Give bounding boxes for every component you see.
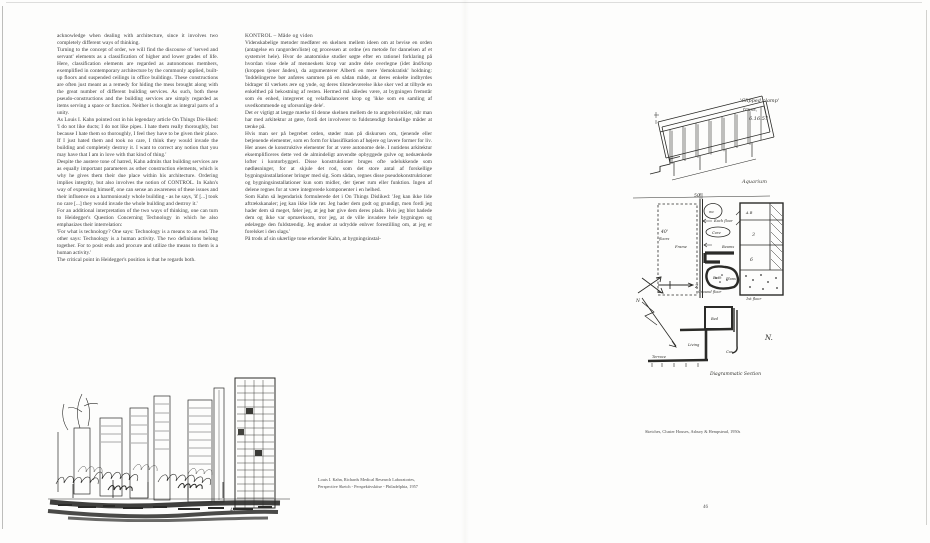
aquarium-handwritten-label: Aquarium: [742, 179, 767, 185]
paragraph: Det er vigtigt at lægge mærke til denne skelnen mellem de to angrebsvinkler, når man har med arkitektur at gøre, fordi det involverer to fuldstændigt forskellige måder at tænke på.: [245, 110, 432, 130]
note-line: 'Clipped clamp': [740, 98, 780, 104]
section-living-label: Living: [688, 343, 700, 347]
plan-dim-40-label: 40': [661, 230, 668, 235]
page-fold: [461, 0, 469, 543]
plan-north-label: N: [636, 299, 640, 304]
paragraph: Turning to the concept of order, we will find the discourse of 'served and servant' elements as a classification of higher and lower grades of life. Here, classification elements are regarded as autonomous members, exemplified in contemporary architecture by the commonly applied, built-up floors and suspended ceilings in office buildings. These constructions are often just meant as a remedy for hiding the mess brought along with the great number of different building services. As such, both these pseudo-constructions and the building services are simply regarded as items serving a space or function. Neither is thought as integral parts of a unity.: [57, 47, 218, 116]
page-number-right: 46: [703, 505, 708, 510]
paragraph: As Louis I. Kahn pointed out in his legendary article On Things Dis-liked: 'I do not like ducts; I do not like pipes. I hate them really thoroughly, but because I hate them so thoroughly, I feel they have to be given their place. If I just hated them and took no care, I think they would invade the building and completely destroy it. I want to correct any notion that you may have that I am in love with that kind of thing.': [57, 117, 218, 158]
scan-edge-left: [2, 6, 3, 529]
plan-ground-floor-label: Ground floor: [698, 290, 722, 294]
plan-wc-label: wc: [709, 210, 715, 214]
page-number-left: 45: [230, 508, 235, 513]
plan-bath-label: Bath: [713, 276, 722, 280]
plan-core-label: Core: [712, 231, 721, 235]
plan-plans-label: Plans: [726, 277, 736, 281]
english-text-column: [57, 33, 218, 264]
paragraph: Videnskabelige metoder medfører en skelnen mellem ideen om at bevise en orden (antagelse en rangorden/liste) og processen at ordne (en metode for dannelsen af et system/et hele). Hvor de anatomiske studier søgte efter en rationel forklaring på hvordan visse dele af menneskets krop var andre dele overlegne (idet ånd/krop (kroppen tjener ånden), da argumenterer Alberti en mere 'demokratisk' holdning: 'Inddelingerne bør anføres sammen på en sådan måde, at deres enkelte indbyrdes bidrager til værkets ære og ynde, og deres tilstedeværelse ikke sker ved at tilbyde en enkelthed på bekostning af resten. Hermed må således være, at bygningen fremstår som én enhed, integreret og velafbalanceret krop og 'ikke som en samling af uvedkommende og uforsonlige dele'.: [245, 40, 432, 109]
paragraph: The critical point in Heidegger's position is that he regards both.: [57, 257, 196, 263]
caption-line: Louis I. Kahn, Richards Medical Research Laboratories,: [318, 477, 416, 482]
plan-cell-6-label: 6: [750, 258, 753, 263]
plan-frame-label: Frame: [675, 245, 687, 249]
section-bed-label: Bed: [711, 317, 719, 321]
paragraph: Hvis man ser på begrebet orden, støder man på diskursen om, tjenende eller betjenende elementer, som en form for klassifikation af højere og lavere former for liv. Her anses de konstruktive elementer for at være autonome dele. I nutidens arkitektur eksemplificeres dette ved de almindeligt anvendte opbyggede gulve og nedsænkede lofter i kontorbyggeri. Disse konstruktioner bruges ofte udelukkende som nødløsninger, for at skjule det rod, som det store antal af forskellige bygningsinstallationer bringer med sig. Som sådan, regnes disse pseudokonstruktioner og bygningsinstallationer kun som midler, der tjener rum eller funktion. Ingen af delene regnes for at være integrerede komponenter i en helhed.: [245, 131, 432, 193]
plan-each-floor-label: Each floor: [714, 219, 733, 223]
paragraph: Despite the austere tone of hatred, Kahn admits that building services are as equally important parameters as other construction elements, which is why he gives them their due place within his architecture. Ordering implies integrity, but also involves the notion of CONTROL. In Kahn's way of expressing himself, one can sense an awareness of these issues and their influence on a harmoniously whole building - as he says, 'if [...] took no care [...] they would invade the whole building and destroy it.': [57, 159, 218, 207]
paragraph: acknowledge when dealing with architecture, since it involves two completely different ways of thinking.: [57, 33, 218, 46]
plan-cell-ab-label: A B: [746, 211, 753, 215]
section-north-label: N.: [765, 334, 773, 342]
truss-handwritten-note: [740, 97, 779, 124]
city-skyline-sketch: [38, 372, 306, 522]
plan-first-floor-label: 1st floor: [746, 297, 762, 301]
paragraph: Som Kahn så legendarisk formulerede det i On Things Disliked: 'Jeg kan ikke lide aftrækskanaler; jeg kan ikke lide rør. Jeg hader dem godt og grundigt, men fordi jeg hader dem så meget, føler jeg, at jeg bør give dem deres plads. Hvis jeg blot hadede dem og ikke var opmærksom, tror jeg, at de ville invadere hele bygningen og ødelægge den fuldstændig. Jeg ønsker at udrydde enhver forestilling om, at jeg er forelsket i den slags.': [245, 194, 432, 235]
figure-caption-right: Sketches, Cluster Houses, Asbury & Hempstead, 1950s: [645, 429, 741, 434]
plan-z-label: Z: [695, 285, 699, 290]
danish-heading: KONTROL – Måde og viden: [245, 33, 313, 39]
figure-caption-left: [318, 477, 468, 490]
section-car-label: Car.: [726, 350, 734, 354]
note-line: 6.16.57: [749, 116, 769, 122]
plan-floors-label: floors: [659, 237, 670, 241]
paragraph: For an additional interpretation of the two ways of thinking, one can turn to Heidegger's Question Concerning Technology in which he also emphasizes their interrelation:: [57, 208, 218, 228]
scan-edge-right: [926, 10, 927, 525]
paragraph: På trods af sin ukærlige tone erkender Kahn, at bygningsinstal-: [245, 236, 381, 242]
plan-dim-50-label: 50': [694, 194, 701, 199]
paragraph: 'For what is technology? One says: Technology is a means to an end. The other says: Technology is a human activity. The two definitions belong together. For to posit ends and procure and utilize the means to them is a human activity.': [57, 229, 218, 256]
plan-cell-3-label: 3: [752, 233, 755, 238]
plan-beams-label: Beams: [722, 245, 735, 249]
note-line: truss,: [743, 107, 758, 113]
plan-and-section-sketch: [630, 190, 810, 385]
section-caption-label: Diagrammatic Section: [710, 372, 761, 377]
section-terrace-label: Terrace: [652, 355, 666, 359]
caption-line: Perspective Sketch - Perspektivskitse - Philadelphia, 1957: [318, 483, 418, 489]
danish-text-column: [245, 33, 432, 243]
